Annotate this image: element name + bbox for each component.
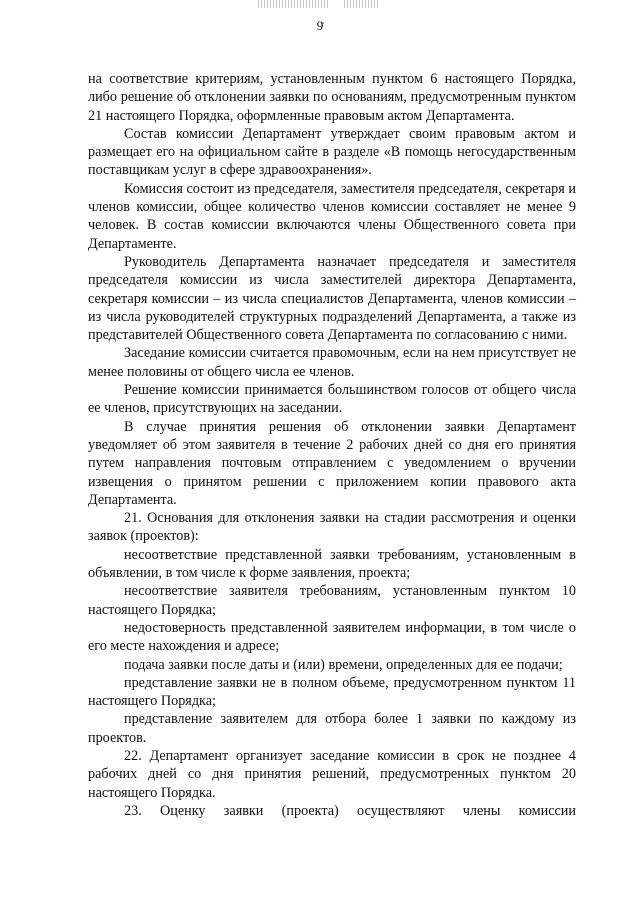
paragraph: Руководитель Департамента назначает председателя и заместителя председателя комиссии из числа заместителей директора Департамента, секретаря комиссии – из числа специалистов Департамента, членов комиссии – из числа руководителей структурных подразделений Департамента, а также из представителей Общественного совета Департамента по согласованию с ними.	[88, 253, 576, 344]
paragraph: несоответствие заявителя требованиям, установленным пунктом 10 настоящего Порядка;	[88, 583, 576, 618]
paragraph: Комиссия состоит из председателя, заместителя председателя, секретаря и членов комиссии, общее количество членов комиссии составляет не менее 9 человек. В состав комиссии включаются члены Общественного совета при Департаменте.	[88, 180, 576, 252]
paragraph: Решение комиссии принимается большинством голосов от общего числа ее членов, присутствующих на заседании.	[88, 382, 576, 417]
document-body	[88, 70, 576, 820]
paragraph: на соответствие критериям, установленным пунктом 6 настоящего Порядка, либо решение об отклонении заявки по основаниям, предусмотренным пунктом 21 настоящего Порядка, оформленные правовым актом Департамента.	[88, 71, 576, 124]
paragraph: 22. Департамент организует заседание комиссии в срок не позднее 4 рабочих дней со дня принятия решений, предусмотренных пунктом 20 настоящего Порядка.	[88, 747, 576, 801]
paragraph: представление заявителем для отбора более 1 заявки по каждому из проектов.	[88, 711, 576, 746]
paragraph: подача заявки после даты и (или) времени, определенных для ее подачи;	[124, 656, 563, 673]
paragraph: 23. Оценку заявки (проекта) осуществляют члены комиссии	[124, 802, 576, 819]
paragraph: недостоверность представленной заявителем информации, в том числе о его месте нахождения и адресе;	[88, 619, 576, 655]
scan-artifact	[344, 0, 380, 8]
scan-artifact	[258, 0, 328, 8]
paragraph: представление заявки не в полном объеме, предусмотренном пунктом 11 настоящего Порядка;	[88, 674, 576, 710]
paragraph: 21. Основания для отклонения заявки на стадии рассмотрения и оценки заявок (проектов):	[88, 510, 576, 545]
paragraph: Состав комиссии Департамент утверждает своим правовым актом и размещает его на официальном сайте в разделе «В помощь негосударственным поставщикам услуг в сфере здравоохранения».	[88, 125, 576, 179]
paragraph: несоответствие представленной заявки требованиям, установленным в объявлении, в том числе к форме заявления, проекта;	[88, 546, 576, 582]
paragraph: В случае принятия решения об отклонении заявки Департамент уведомляет об этом заявителя в течение 2 рабочих дней со дня его принятия путем направления почтовым отправлением с уведомлением о вручении извещения о принятом решении с приложением копии правового акта Департамента.	[88, 418, 576, 508]
paragraph: Заседание комиссии считается правомочным, если на нем присутствует не менее половины от общего числа ее членов.	[88, 345, 576, 380]
page-number: 9	[316, 18, 324, 33]
